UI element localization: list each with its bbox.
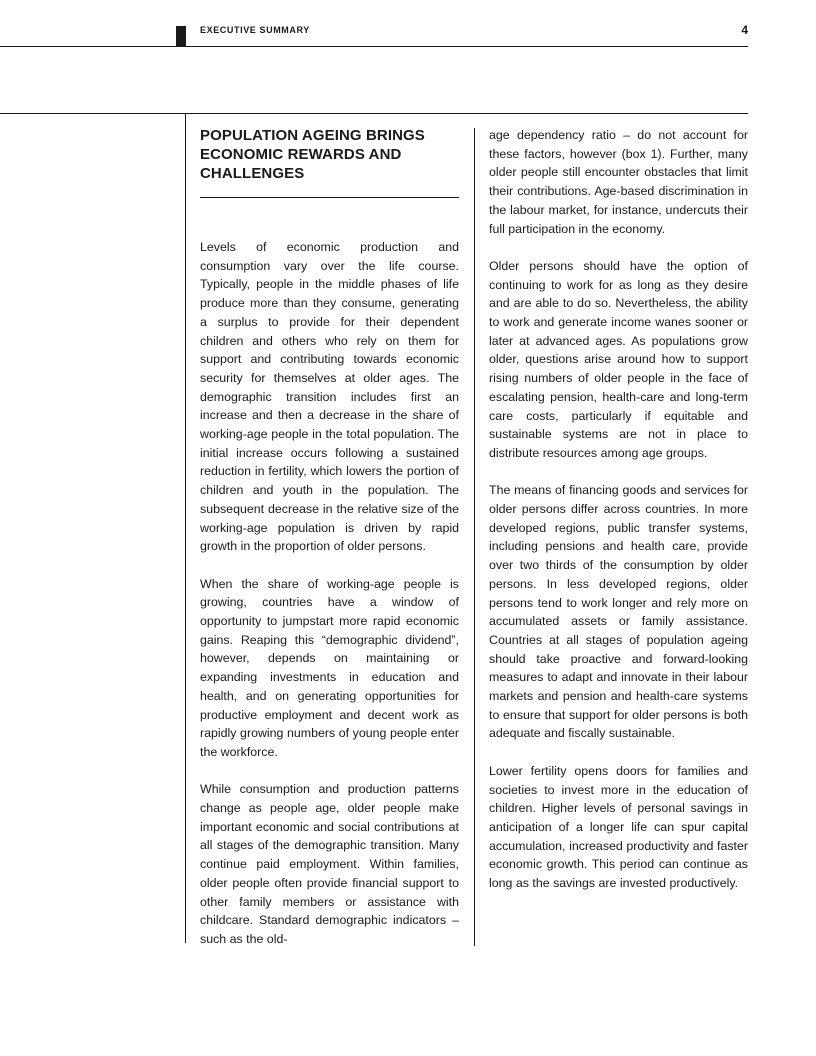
- page-number: 4: [741, 23, 748, 37]
- section-rule: [0, 113, 748, 114]
- paragraph-left-1: Levels of economic production and consumption vary over the life course. Typically, people in the middle phases of life produce more than they consume, generating a surplus to provide for their dependent children and others who rely on them for support and contributing towards economic security for themselves at older ages. The demographic transition includes first an increase and then a decrease in the share of working-age people in the total population. The initial increase occurs following a sustained reduction in fertility, which lowers the portion of children and youth in the population. The subsequent decrease in the relative size of the working-age population is driven by rapid growth in the proportion of older persons.: [200, 240, 459, 554]
- title-rule: [200, 197, 459, 198]
- right-column: [489, 126, 748, 911]
- left-column: [200, 126, 459, 967]
- left-margin-rule: [185, 114, 186, 943]
- running-head: EXECUTIVE SUMMARY: [200, 25, 310, 35]
- paragraph-right-1: age dependency ratio – do not account for these factors, however (box 1). Further, many older people still encounter obstacles that limit their contributions. Age-based discrimination in the labour market, for instance, undercuts their full participation in the economy.: [489, 128, 748, 236]
- paragraph-left-3: While consumption and production patterns change as people age, older people make important economic and social contributions at all stages of the demographic transition. Many continue paid employment. Within families, older people often provide financial support to other family members or assistance with childcare. Standard demographic indicators – such as the old-: [200, 782, 459, 946]
- paragraph-right-2: Older persons should have the option of continuing to work for as long as they desire and are able to do so. Nevertheless, the ability to work and generate income wanes sooner or later at advanced ages. As populations grow older, questions arise around how to support rising numbers of older people in the face of escalating pension, health-care and long-term care costs, particularly if equitable and sustainable systems are not in place to distribute resources among age groups.: [489, 258, 748, 460]
- column-divider-rule: [474, 128, 475, 946]
- paragraph-right-3: The means of financing goods and services for older persons differ across countries. In more developed regions, public transfer systems, including pensions and health care, provide over two thirds of the consumption by older persons. In less developed regions, older persons tend to work longer and rely more on accumulated assets or family assistance. Countries at all stages of population ageing should take proactive and forward-looking measures to adapt and innovate in their labour markets and pension and health-care systems to ensure that support for older persons is both adequate and fiscally sustainable.: [489, 483, 748, 741]
- paragraph-right-4: Lower fertility opens doors for families and societies to invest more in the education of children. Higher levels of personal savings in anticipation of a longer life can spur capital accumulation, increased productivity and faster economic growth. This period can continue as long as the savings are invested productively.: [489, 763, 748, 891]
- paragraph-left-2: When the share of working-age people is growing, countries have a window of opportunity to jumpstart more rapid economic gains. Reaping this “demographic dividend”, however, depends on maintaining or expanding investments in education and health, and on generating opportunities for productive employment and decent work as rapidly growing numbers of young people enter the workforce.: [200, 576, 459, 759]
- section-title: POPULATION AGEING BRINGS ECONOMIC REWARDS AND CHALLENGES: [200, 127, 425, 182]
- header-marker: [176, 26, 186, 46]
- header-rule: [0, 46, 748, 47]
